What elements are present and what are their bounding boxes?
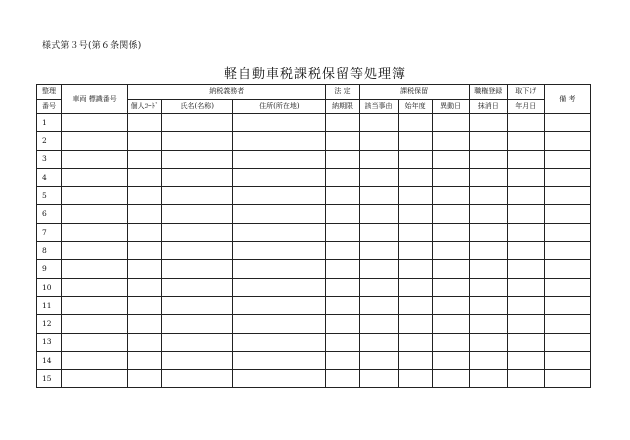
table-cell[interactable]: [432, 205, 469, 223]
table-cell[interactable]: [398, 150, 432, 168]
table-cell[interactable]: [469, 132, 507, 150]
table-cell[interactable]: [359, 351, 398, 369]
table-row: [37, 370, 591, 388]
table-cell[interactable]: [359, 168, 398, 186]
table-cell[interactable]: [398, 351, 432, 369]
table-cell[interactable]: [326, 370, 359, 388]
header-change-date: 異動日: [432, 99, 469, 114]
table-row: [37, 168, 591, 186]
table-cell[interactable]: [326, 333, 359, 351]
table-cell[interactable]: [432, 150, 469, 168]
row-number: 2: [37, 132, 62, 150]
table-cell[interactable]: [62, 333, 128, 351]
table-cell[interactable]: [233, 315, 326, 333]
table-cell[interactable]: [544, 150, 590, 168]
table-cell[interactable]: [128, 114, 162, 132]
table-cell[interactable]: [507, 333, 544, 351]
table-cell[interactable]: [507, 114, 544, 132]
table-row: [37, 242, 591, 260]
table-cell[interactable]: [128, 205, 162, 223]
table-cell[interactable]: [469, 333, 507, 351]
table-cell[interactable]: [326, 296, 359, 314]
table-cell[interactable]: [359, 296, 398, 314]
header-remarks: 備 考: [544, 85, 590, 114]
table-cell[interactable]: [162, 150, 233, 168]
table-cell[interactable]: [359, 370, 398, 388]
table-cell[interactable]: [432, 278, 469, 296]
table-cell[interactable]: [162, 260, 233, 278]
table-cell[interactable]: [544, 114, 590, 132]
table-row: [37, 333, 591, 351]
table-cell[interactable]: [233, 351, 326, 369]
table-cell[interactable]: [432, 242, 469, 260]
table-cell[interactable]: [469, 150, 507, 168]
ledger-body: [37, 114, 591, 388]
table-cell[interactable]: [162, 168, 233, 186]
table-cell[interactable]: [62, 168, 128, 186]
table-cell[interactable]: [326, 187, 359, 205]
table-cell[interactable]: [507, 187, 544, 205]
table-cell[interactable]: [469, 260, 507, 278]
table-row: [37, 132, 591, 150]
table-cell[interactable]: [544, 296, 590, 314]
row-number: 5: [37, 187, 62, 205]
header-row-1: [37, 85, 591, 100]
table-cell[interactable]: [162, 296, 233, 314]
row-number: 13: [37, 333, 62, 351]
table-cell[interactable]: [432, 370, 469, 388]
table-cell[interactable]: [162, 242, 233, 260]
table-cell[interactable]: [469, 114, 507, 132]
table-cell[interactable]: [233, 242, 326, 260]
row-number: 3: [37, 150, 62, 168]
table-cell[interactable]: [507, 260, 544, 278]
table-cell[interactable]: [398, 223, 432, 241]
table-cell[interactable]: [398, 315, 432, 333]
table-row: [37, 278, 591, 296]
row-number: 4: [37, 168, 62, 186]
table-cell[interactable]: [326, 168, 359, 186]
table-cell[interactable]: [398, 278, 432, 296]
form-number-label: 様式第３号(第６条関係): [42, 41, 142, 51]
row-number: 6: [37, 205, 62, 223]
table-cell[interactable]: [469, 351, 507, 369]
table-cell[interactable]: [469, 315, 507, 333]
table-cell[interactable]: [507, 150, 544, 168]
table-cell[interactable]: [62, 351, 128, 369]
table-row: [37, 150, 591, 168]
document-title: 軽自動車税課税保留等処理簿: [223, 67, 406, 82]
table-cell[interactable]: [469, 187, 507, 205]
table-cell[interactable]: [62, 315, 128, 333]
header-tax-hold: 課税保留: [359, 85, 469, 100]
table-cell[interactable]: [544, 315, 590, 333]
table-cell[interactable]: [326, 351, 359, 369]
table-row: [37, 260, 591, 278]
table-cell[interactable]: [162, 351, 233, 369]
table-cell[interactable]: [128, 168, 162, 186]
table-cell[interactable]: [326, 315, 359, 333]
table-cell[interactable]: [359, 278, 398, 296]
ledger-table: [36, 84, 591, 388]
row-number: 14: [37, 351, 62, 369]
table-cell[interactable]: [233, 260, 326, 278]
row-number: 7: [37, 223, 62, 241]
table-cell[interactable]: [359, 223, 398, 241]
table-cell[interactable]: [359, 333, 398, 351]
table-cell[interactable]: [162, 278, 233, 296]
table-cell[interactable]: [544, 278, 590, 296]
table-cell[interactable]: [233, 114, 326, 132]
table-cell[interactable]: [432, 132, 469, 150]
table-cell[interactable]: [469, 168, 507, 186]
table-cell[interactable]: [398, 370, 432, 388]
table-cell[interactable]: [469, 205, 507, 223]
table-cell[interactable]: [233, 278, 326, 296]
table-cell[interactable]: [62, 260, 128, 278]
row-number: 12: [37, 315, 62, 333]
header-vehicle-number: 車両 標識番号: [62, 85, 128, 114]
table-cell[interactable]: [62, 150, 128, 168]
table-cell[interactable]: [432, 351, 469, 369]
table-cell[interactable]: [507, 205, 544, 223]
table-cell[interactable]: [544, 132, 590, 150]
table-cell[interactable]: [432, 333, 469, 351]
table-cell[interactable]: [62, 370, 128, 388]
header-seize-bottom: 抹消日: [469, 99, 507, 114]
table-cell[interactable]: [544, 351, 590, 369]
table-cell[interactable]: [432, 315, 469, 333]
header-seize-top: 職権登録: [469, 85, 507, 100]
table-cell[interactable]: [544, 223, 590, 241]
table-cell[interactable]: [398, 205, 432, 223]
table-cell[interactable]: [398, 242, 432, 260]
table-cell[interactable]: [359, 315, 398, 333]
table-cell[interactable]: [507, 168, 544, 186]
table-cell[interactable]: [162, 223, 233, 241]
table-cell[interactable]: [507, 315, 544, 333]
table-cell[interactable]: [233, 150, 326, 168]
header-taxpayer: 納税義務者: [128, 85, 326, 100]
table-cell[interactable]: [507, 242, 544, 260]
table-cell[interactable]: [62, 296, 128, 314]
table-cell[interactable]: [359, 205, 398, 223]
table-cell[interactable]: [326, 260, 359, 278]
table-cell[interactable]: [432, 187, 469, 205]
table-cell[interactable]: [398, 114, 432, 132]
table-row: [37, 187, 591, 205]
table-cell[interactable]: [469, 370, 507, 388]
table-cell[interactable]: [128, 370, 162, 388]
table-cell[interactable]: [544, 370, 590, 388]
table-cell[interactable]: [162, 114, 233, 132]
table-cell[interactable]: [544, 187, 590, 205]
table-cell[interactable]: [233, 333, 326, 351]
table-cell[interactable]: [162, 187, 233, 205]
table-cell[interactable]: [233, 223, 326, 241]
table-cell[interactable]: [233, 296, 326, 314]
table-row: [37, 114, 591, 132]
table-cell[interactable]: [128, 260, 162, 278]
table-row: [37, 315, 591, 333]
table-cell[interactable]: [128, 315, 162, 333]
table-cell[interactable]: [469, 242, 507, 260]
table-cell[interactable]: [359, 114, 398, 132]
table-cell[interactable]: [507, 370, 544, 388]
table-cell[interactable]: [432, 223, 469, 241]
table-cell[interactable]: [233, 187, 326, 205]
table-cell[interactable]: [544, 260, 590, 278]
table-row: [37, 351, 591, 369]
row-number: 8: [37, 242, 62, 260]
table-cell[interactable]: [62, 132, 128, 150]
header-reason: 該当事由: [359, 99, 398, 114]
header-legal-bottom: 納期限: [326, 99, 359, 114]
table-cell[interactable]: [359, 150, 398, 168]
table-cell[interactable]: [432, 114, 469, 132]
table-cell[interactable]: [507, 296, 544, 314]
header-address: 住所(所在地): [233, 99, 326, 114]
table-cell[interactable]: [469, 278, 507, 296]
table-cell[interactable]: [469, 223, 507, 241]
table-cell[interactable]: [544, 242, 590, 260]
table-cell[interactable]: [128, 351, 162, 369]
row-number: 15: [37, 370, 62, 388]
table-cell[interactable]: [162, 370, 233, 388]
table-cell[interactable]: [128, 296, 162, 314]
table-row: [37, 223, 591, 241]
table-cell[interactable]: [128, 333, 162, 351]
row-number: 1: [37, 114, 62, 132]
table-cell[interactable]: [128, 132, 162, 150]
table-cell[interactable]: [62, 187, 128, 205]
header-cancel-bottom: 年月日: [507, 99, 544, 114]
table-cell[interactable]: [398, 187, 432, 205]
table-cell[interactable]: [128, 278, 162, 296]
row-number: 9: [37, 260, 62, 278]
table-cell[interactable]: [326, 150, 359, 168]
table-cell[interactable]: [233, 132, 326, 150]
header-legal-top: 法 定: [326, 85, 359, 100]
table-cell[interactable]: [162, 333, 233, 351]
table-row: [37, 296, 591, 314]
table-cell[interactable]: [62, 114, 128, 132]
table-cell[interactable]: [469, 296, 507, 314]
header-personal-code: 個人ｺｰﾄﾞ: [128, 99, 162, 114]
row-number: 10: [37, 278, 62, 296]
table-cell[interactable]: [128, 223, 162, 241]
table-cell[interactable]: [398, 260, 432, 278]
table-cell[interactable]: [128, 187, 162, 205]
table-cell[interactable]: [326, 132, 359, 150]
table-cell[interactable]: [359, 187, 398, 205]
table-cell[interactable]: [359, 132, 398, 150]
table-cell[interactable]: [233, 370, 326, 388]
table-cell[interactable]: [507, 351, 544, 369]
table-cell[interactable]: [544, 205, 590, 223]
table-cell[interactable]: [507, 278, 544, 296]
table-cell[interactable]: [62, 223, 128, 241]
header-seiri-top: 整理: [37, 85, 62, 100]
table-cell[interactable]: [398, 333, 432, 351]
table-cell[interactable]: [326, 114, 359, 132]
table-cell[interactable]: [432, 296, 469, 314]
header-seiri-bottom: 番号: [37, 99, 62, 114]
table-cell[interactable]: [162, 205, 233, 223]
table-cell[interactable]: [233, 205, 326, 223]
table-cell[interactable]: [62, 278, 128, 296]
table-cell[interactable]: [128, 242, 162, 260]
table-cell[interactable]: [544, 333, 590, 351]
table-cell[interactable]: [432, 260, 469, 278]
table-cell[interactable]: [432, 168, 469, 186]
table-cell[interactable]: [128, 150, 162, 168]
table-cell[interactable]: [162, 315, 233, 333]
table-cell[interactable]: [507, 223, 544, 241]
table-cell[interactable]: [359, 242, 398, 260]
table-cell[interactable]: [233, 168, 326, 186]
table-row: [37, 205, 591, 223]
table-cell[interactable]: [326, 278, 359, 296]
table-cell[interactable]: [507, 132, 544, 150]
table-cell[interactable]: [162, 132, 233, 150]
header-name: 氏名(名称): [162, 99, 233, 114]
table-cell[interactable]: [62, 205, 128, 223]
table-cell[interactable]: [398, 168, 432, 186]
table-cell[interactable]: [544, 168, 590, 186]
table-cell[interactable]: [326, 205, 359, 223]
header-start-year: 始年度: [398, 99, 432, 114]
row-number: 11: [37, 296, 62, 314]
table-cell[interactable]: [62, 242, 128, 260]
header-cancel-top: 取下げ: [507, 85, 544, 100]
table-cell[interactable]: [326, 242, 359, 260]
table-cell[interactable]: [359, 260, 398, 278]
table-cell[interactable]: [398, 296, 432, 314]
table-cell[interactable]: [398, 132, 432, 150]
table-cell[interactable]: [326, 223, 359, 241]
